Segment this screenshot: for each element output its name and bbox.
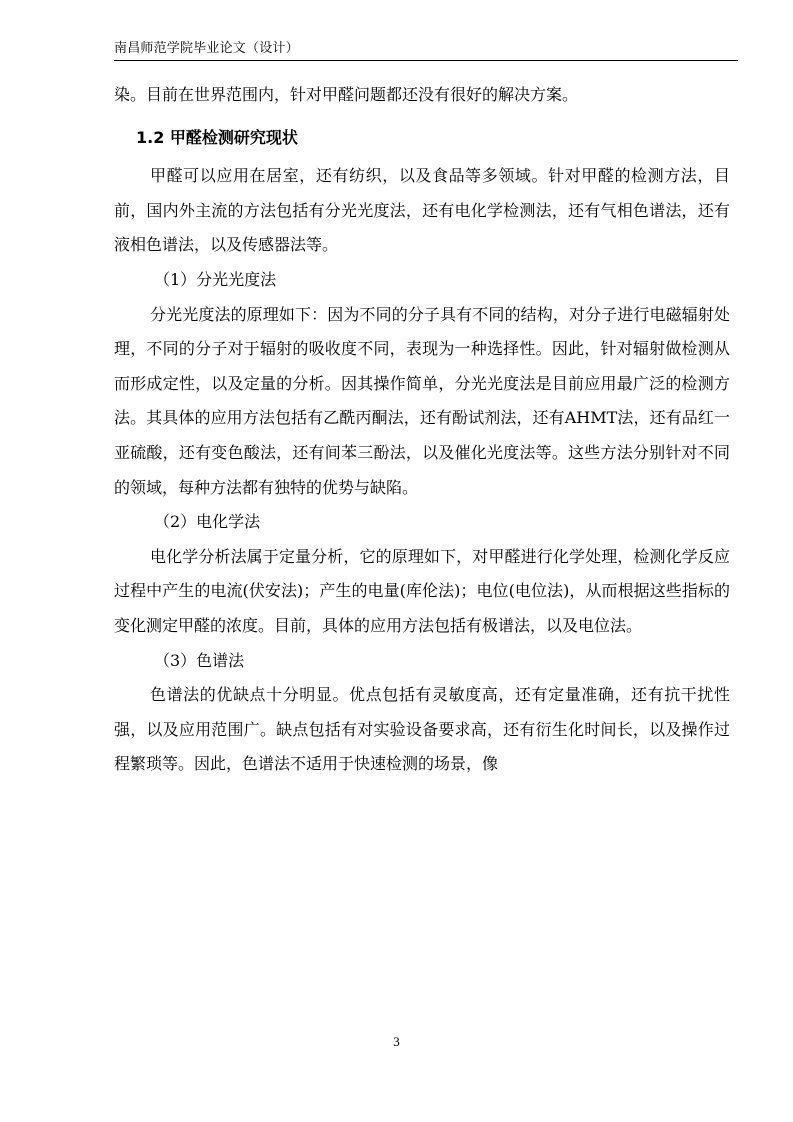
item-1-paragraph: 分光光度法的原理如下：因为不同的分子具有不同的结构，对分子进行电磁辐射处理，不同的分子对于辐射的吸收度不同，表现为一种选择性。因此，针对辐射做检测从而形成定性，以及定量的分析。因其操作简单，分光光度法是目前应用最广泛的检测方法。其具体的应用方法包括有乙酰丙酮法，还有酚试剂法，还有AHMT法，还有品红一亚硫酸，还有变色酸法，还有间苯三酚法，以及催化光度法等。这些方法分别针对不同的领域，每种方法都有独特的优势与缺陷。	[114, 304, 730, 497]
item-1-title: （1）分光光度法	[154, 269, 277, 289]
page-number: 3	[393, 1034, 400, 1049]
item-2-title: （2）电化学法	[154, 512, 261, 532]
item-3-paragraph: 色谱法的优缺点十分明显。优点包括有灵敏度高，还有定量准确，还有抗干扰性强，以及应用范围广。缺点包括有对实验设备要求高，还有衍生化时间长，以及操作过程繁琐等。因此，色谱法不适用于快速检测的场景，像	[114, 685, 730, 774]
document-body	[114, 78, 730, 782]
item-2-paragraph: 电化学分析法属于定量分析，它的原理如下，对甲醛进行化学处理，检测化学反应过程中产生的电流(伏安法)；产生的电量(库伦法)；电位(电位法)，从而根据这些指标的变化测定甲醛的浓度。目前，具体的应用方法包括有极谱法，以及电位法。	[114, 546, 730, 635]
intro-paragraph: 甲醛可以应用在居室，还有纺织，以及食品等多领域。针对甲醛的检测方法，目前，国内外主流的方法包括有分光光度法，还有电化学检测法，还有气相色谱法，还有液相色谱法，以及传感器法等。	[114, 166, 730, 255]
item-3-title: （3）色谱法	[154, 650, 245, 670]
header-divider	[114, 60, 738, 61]
continuation-paragraph: 染。目前在世界范围内，针对甲醛问题都还没有很好的解决方案。	[114, 85, 579, 104]
page-header-title: 南昌师范学院毕业论文（设计）	[114, 41, 299, 56]
section-heading: 1.2 甲醛检测研究现状	[136, 127, 298, 147]
